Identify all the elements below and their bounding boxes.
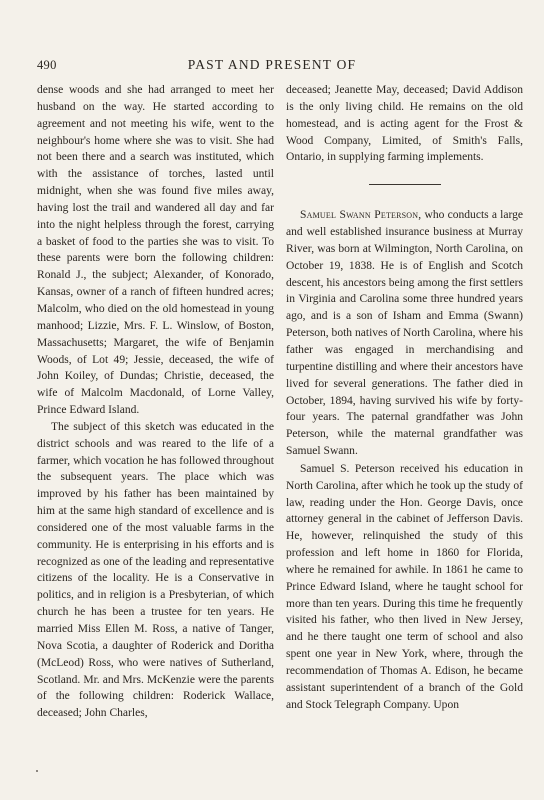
paragraph: The subject of this sketch was educated in the district schools and was reared to the life of a farmer, which vocation he has followed throughout the subsequent years. The place which was improved by his father has been maintained by him at the same high standard of excellence and is considered one of the most valuable farms in the community. He is enterprising in his efforts and is recognized as one of the leading and representative citizens of the locality. He is a Conservative in politics, and in religion is a Presbyterian, of which church he has been a trustee for ten years. He married Miss Ellen M. Ross, a native of Tanger, Nova Scotia, a daughter of Roderick and Doritha (McLeod) Ross, who were natives of Sutherland, Scotland. Mr. and Mrs. McKenzie were the parents of the following children: Roderick Wallace, deceased; John Charles,: [37, 420, 274, 720]
subject-name: Samuel Swann Peterson,: [300, 209, 422, 222]
paragraph: deceased; Jeanette May, deceased; David Addison is the only living child. He remains on the old homestead, and is acting agent for the Frost & Wood Company, Limited, of Smith's Falls, Ontario, in supplying farming implements.: [286, 84, 523, 164]
paragraph: Samuel S. Peterson received his education in North Carolina, after which he took up the study of law, reading under the Hon. George Davis, once attorney general in the cabinet of Jefferson Davis. He, however, relinquished the study of this profession and left home in 1860 for Florida, where he remained for awhile. In 1861 he came to Prince Edward Island, where he taught school for more than ten years. During this time he frequently visited his father, who then lived in New Jersey, and he there taught one term of school and also spent one year in New York, where, through the recommendation of Thomas A. Edison, he became assistant superintendent of a branch of the Gold and Stock Telegraph Company. Upon: [286, 462, 523, 711]
left-column: [37, 82, 274, 722]
section-divider: [369, 184, 441, 185]
paragraph: [286, 207, 523, 460]
right-column: [286, 82, 523, 714]
running-head: PAST AND PRESENT OF: [187, 57, 357, 72]
paragraph: dense woods and she had arranged to meet her husband on the way. He started according to agreement and not meeting his wife, went to the neighbour's home where she was to visit. She had not been there and a search was instituted, which with the assistance of torches, lasted until midnight, when she was found five miles away, having lost the trail and wandered all day and far into the night helpless through the forest, carrying a basket of food to the parties she was to visit. To these parents were born the following children: Ronald J., the subject; Alexander, of Konorado, Kansas, owner of a ranch of fifteen hundred acres; Malcolm, who died on the old homestead in young manhood; Lizzie, Mrs. F. L. Winslow, of Boston, Massachusetts; Margaret, the wife of Benjamin Woods, of Lot 49; Jessie, deceased, the wife of John Koiley, of Dundas; Christie, deceased, the wife of Malcolm Macdonald, of Lorne Valley, Prince Edward Island.: [37, 84, 274, 417]
page-number: 490: [37, 58, 57, 72]
scan-speck: [36, 770, 38, 772]
paragraph-text: who conducts a large and well established insurance business at Murray River, was born at Wilmington, North Carolina, on October 19, 1838. He is of English and Scotch descent, his ancestors being among the first settlers in Virginia and Carolina some three hundred years ago, and is a son of Isham and Emma (Swann) Peterson, both natives of North Carolina, where his father was engaged in merchandising and turpentine distilling and where their ancestors have lived for several generations. The father died in October, 1894, having survived his wife by forty-four years. The paternal grandfather was John Peterson, while the maternal grandfather was Samuel Swann.: [286, 209, 523, 458]
